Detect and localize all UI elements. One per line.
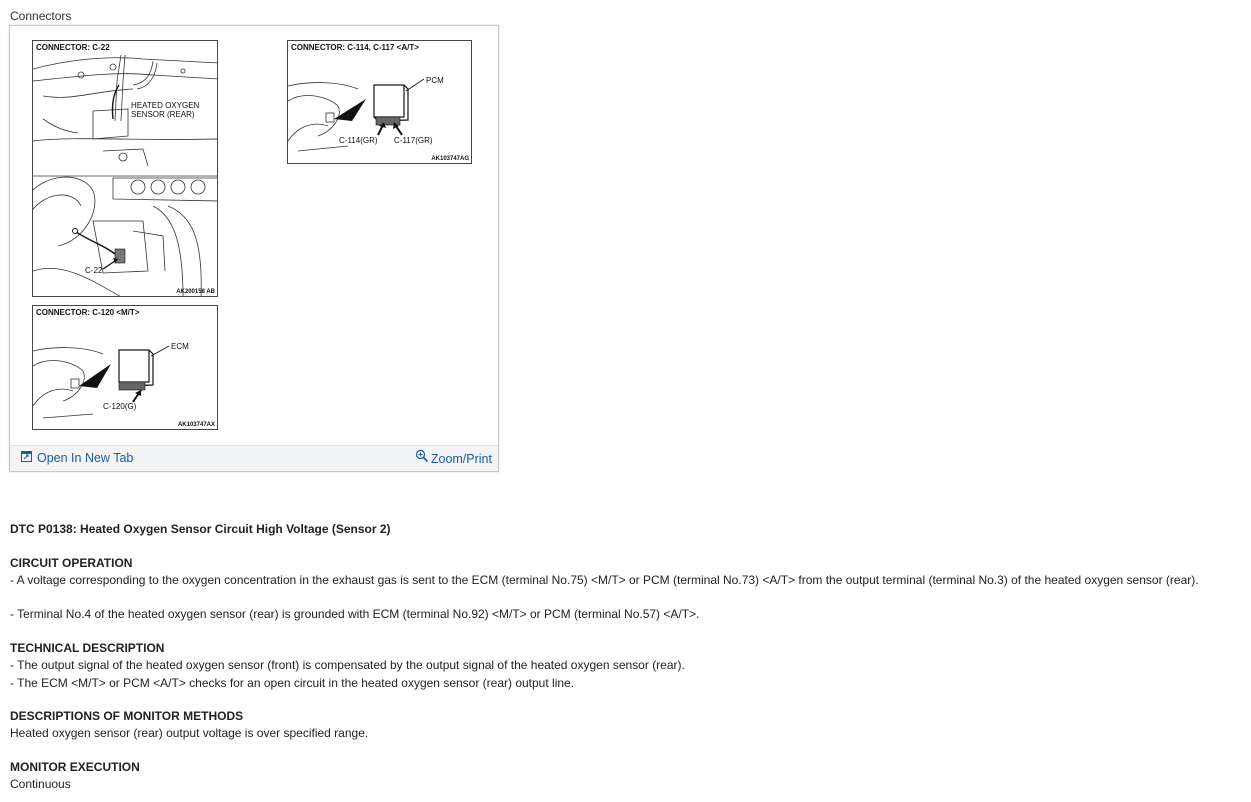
external-window-icon bbox=[21, 451, 32, 465]
circuit-operation-heading: CIRCUIT OPERATION bbox=[10, 556, 133, 570]
dtc-title: DTC P0138: Heated Oxygen Sensor Circuit High Voltage (Sensor 2) bbox=[10, 522, 391, 536]
panel-title-c120: CONNECTOR: C-120 <M/T> bbox=[36, 308, 140, 317]
panel-title-c114-c117: CONNECTOR: C-114, C-117 <A/T> bbox=[291, 43, 419, 52]
panel-connector-c114-c117 bbox=[287, 40, 472, 164]
monitor-execution-heading: MONITOR EXECUTION bbox=[10, 760, 140, 774]
panel-connector-c22 bbox=[32, 40, 218, 297]
figure-footer bbox=[10, 445, 498, 471]
open-in-new-tab-label: Open In New Tab bbox=[37, 451, 134, 465]
callout-ecm: ECM bbox=[171, 342, 189, 351]
callout-pcm: PCM bbox=[426, 76, 444, 85]
section-title: Connectors bbox=[10, 9, 72, 23]
callout-c117: C-117(GR) bbox=[394, 136, 433, 145]
monitor-execution-text: Continuous bbox=[10, 777, 71, 791]
circuit-operation-line-1: - A voltage corresponding to the oxygen concentration in the exhaust gas is sent to the ECM (terminal No.75) <M/T> or PCM (terminal No.73) <A/T> from the output terminal (terminal No.3) of the heated oxygen sensor (rear). bbox=[10, 573, 1199, 587]
open-in-new-tab-link[interactable] bbox=[21, 451, 133, 465]
connector-figure bbox=[9, 25, 499, 472]
c120-diagram bbox=[33, 306, 218, 430]
panel-code-c22: AK200158 AB bbox=[176, 289, 215, 295]
c22-diagram bbox=[33, 41, 218, 297]
panel-title-c22: CONNECTOR: C-22 bbox=[36, 43, 110, 52]
panel-connector-c120 bbox=[32, 305, 218, 430]
callout-c114: C-114(GR) bbox=[339, 136, 378, 145]
technical-description-heading: TECHNICAL DESCRIPTION bbox=[10, 641, 165, 655]
monitor-methods-text: Heated oxygen sensor (rear) output voltage is over specified range. bbox=[10, 726, 369, 740]
zoom-print-label: Zoom/Print bbox=[430, 452, 492, 466]
c114-c117-diagram bbox=[288, 41, 472, 164]
callout-heated-oxygen: HEATED OXYGEN bbox=[131, 101, 200, 110]
panel-code-c120: AK103747AX bbox=[177, 422, 215, 428]
technical-description-line-1: - The output signal of the heated oxygen sensor (front) is compensated by the output signal of the heated oxygen sensor (rear). bbox=[10, 658, 685, 672]
magnifier-icon bbox=[415, 449, 429, 466]
technical-description-line-2: - The ECM <M/T> or PCM <A/T> checks for an open circuit in the heated oxygen sensor (rear) output line. bbox=[10, 676, 575, 690]
callout-c22: C-22 bbox=[85, 266, 103, 275]
circuit-operation-line-2: - Terminal No.4 of the heated oxygen sensor (rear) is grounded with ECM (terminal No.92) <M/T> or PCM (terminal No.57) <A/T>. bbox=[10, 607, 700, 621]
panel-code-c114-c117: AK103747AG bbox=[431, 156, 469, 162]
callout-sensor-rear: SENSOR (REAR) bbox=[131, 110, 195, 119]
zoom-print-link[interactable] bbox=[415, 449, 492, 466]
monitor-methods-heading: DESCRIPTIONS OF MONITOR METHODS bbox=[10, 709, 244, 723]
callout-c120: C-120(G) bbox=[103, 402, 137, 411]
